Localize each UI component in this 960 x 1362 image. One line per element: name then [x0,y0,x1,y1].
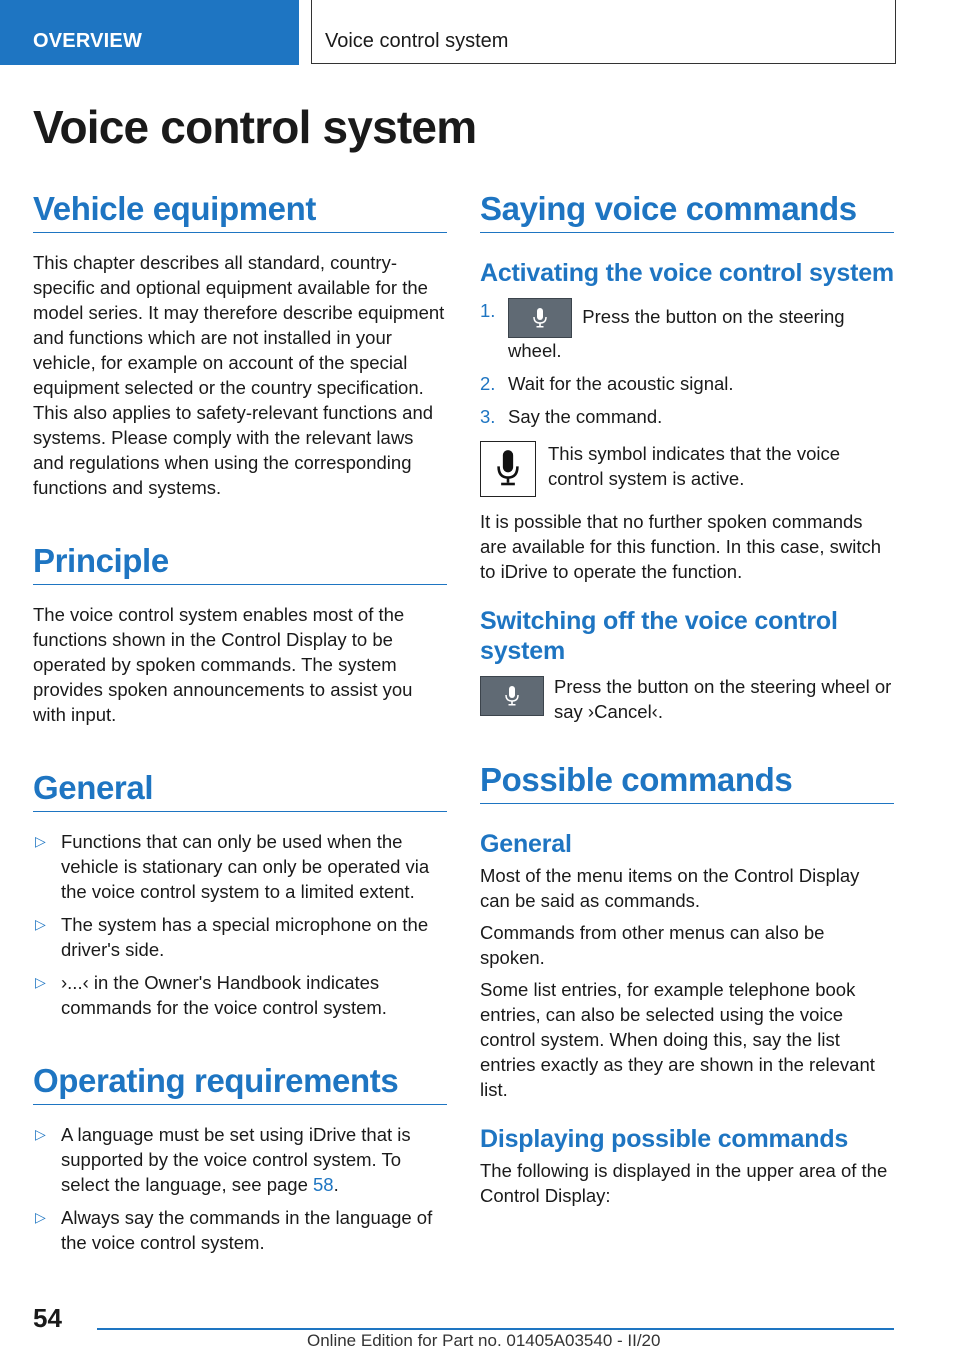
heading-possible-commands: Possible commands [480,761,894,804]
header-section-label: Voice control system [325,30,509,52]
triangle-bullet-icon: ▷ [35,974,46,990]
heading-saying-voice-commands: Saying voice commands [480,190,894,233]
step-item: 3. Say the command. [480,406,663,427]
step-item: 1. Press the button on the steering wheel. [480,300,845,361]
activating-paragraph: It is possible that no further spoken commands are available for this function. In this case, switch to iDrive to operate the function. [480,511,882,582]
general-p1: Most of the menu items on the Control Display can be said as commands. [480,865,860,911]
voice-button-icon [508,298,572,338]
right-column [480,190,894,1208]
header-tab-label: OVERVIEW [33,30,143,52]
vehicle-equipment-text: This chapter describes all standard, country-specific and optional equipment available for the model series. It may therefore describe equipment and functions which are not installed in your vehicle, for example on account of the special equipment selected or the country specification. This also applies to safety-relevant functions and systems. Please comply with the relevant laws and regulations when using the corresponding functions and systems. [33,252,445,498]
symbol-note-text: This symbol indicates that the voice control system is active. [548,443,841,489]
heading-general-commands: General [480,830,572,858]
triangle-bullet-icon: ▷ [35,916,46,932]
heading-general: General [33,769,447,812]
principle-text: The voice control system enables most of the functions shown in the Control Display to be operated by spoken commands. The system provides spoken announcements to assist you with input. [33,604,413,725]
symbol-note [480,441,894,497]
page-number: 54 [33,1303,62,1333]
header-tab [0,0,299,65]
list-item: ▷ A language must be set using iDrive that is supported by the voice control system. To select the language, see page 58. [35,1124,411,1195]
steps-list [480,298,894,429]
list-item: ▷ ›...‹ in the Owner's Handbook indicates commands for the voice control system. [35,972,387,1018]
heading-displaying: Displaying possible commands [480,1125,849,1153]
left-column [33,190,447,1255]
microphone-active-icon [480,441,536,497]
switching-off-text: Press the button on the steering wheel or say ›Cancel‹. [554,676,892,722]
triangle-bullet-icon: ▷ [35,1126,46,1142]
general-p3: Some list entries, for example telephone book entries, can also be selected using the voice control system. When doing this, say the list entries exactly as they are shown in the relevant list. [480,979,875,1100]
footer-divider [97,1328,894,1330]
footer-edition: Online Edition for Part no. 01405A03540 - II/20 [307,1331,661,1350]
page-title: Voice control system [33,101,477,153]
list-item: ▷ Functions that can only be used when the vehicle is stationary can only be operated via the voice control system to a limited extent. [35,831,430,902]
heading-activating: Activating the voice control system [480,259,894,287]
displaying-p1: The following is displayed in the upper area of the Control Display: [480,1160,888,1206]
heading-operating-requirements: Operating requirements [33,1062,447,1105]
switching-off-row [480,674,894,726]
heading-principle: Principle [33,542,447,585]
general-p2: Commands from other menus can also be spoken. [480,922,825,968]
general-list [33,829,447,1020]
step-item: 2. Wait for the acoustic signal. [480,373,734,394]
page-link[interactable]: 58 [313,1174,334,1195]
header-section [311,0,896,64]
operating-list [33,1122,447,1255]
list-item: ▷ Always say the commands in the language of the voice control system. [35,1207,433,1253]
voice-button-icon [480,676,544,716]
triangle-bullet-icon: ▷ [35,833,46,849]
heading-vehicle-equipment: Vehicle equipment [33,190,447,233]
list-item: ▷ The system has a special microphone on the driver's side. [35,914,429,960]
triangle-bullet-icon: ▷ [35,1209,46,1225]
heading-switching-off: Switching off the voice control system [480,607,838,665]
